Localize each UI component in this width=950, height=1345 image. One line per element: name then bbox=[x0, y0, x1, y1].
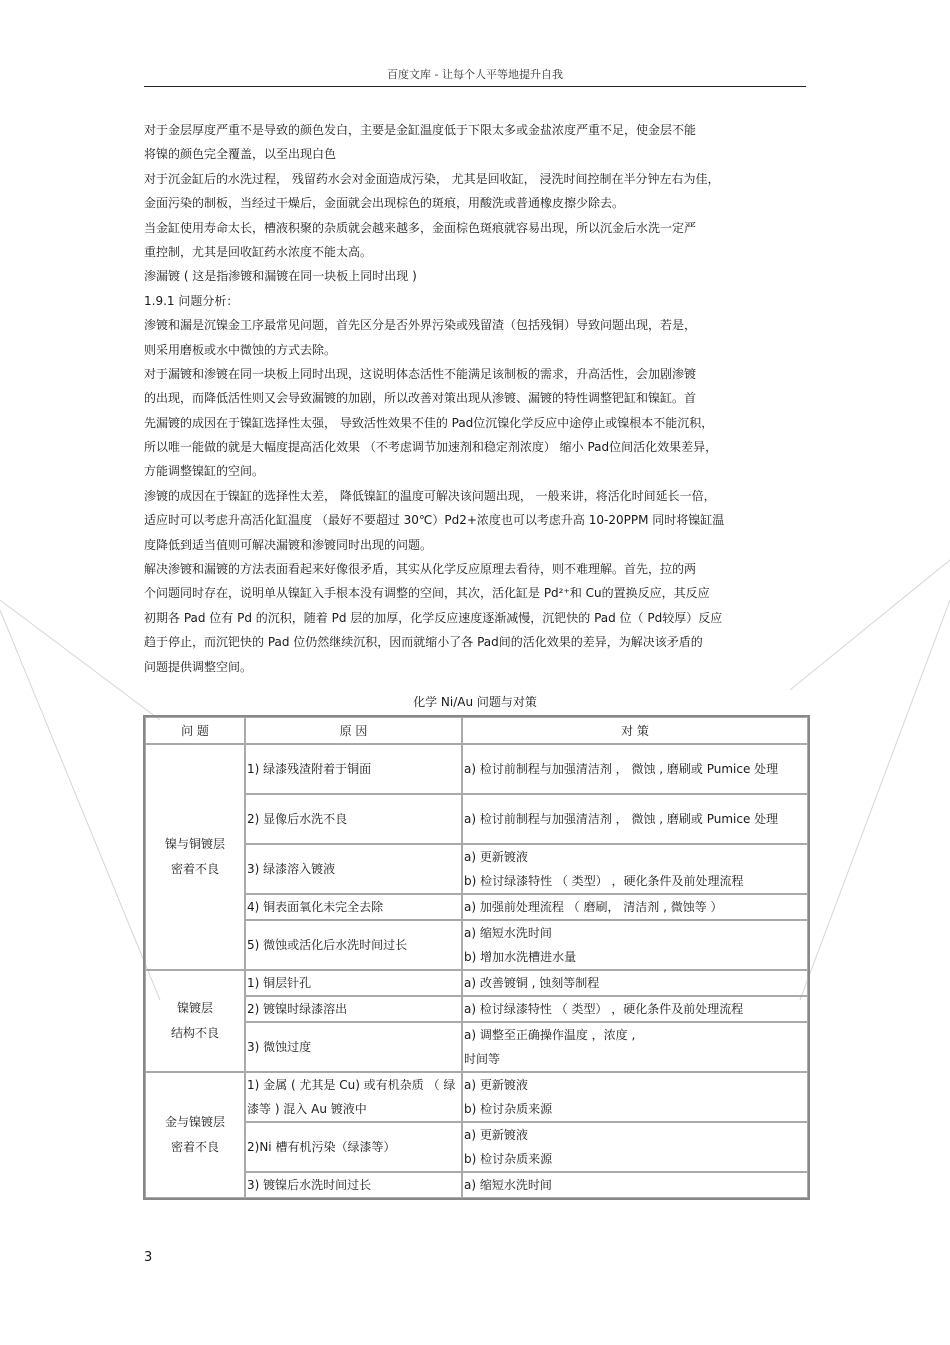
text-line: 对于沉金缸后的水洗过程， 残留药水会对金面造成污染， 尤其是回收缸， 浸洗时间控制在半分钟左右为佳， bbox=[144, 171, 720, 186]
measure-cell: a) 缩短水洗时间 b) 增加水洗槽进水量 bbox=[462, 920, 808, 970]
cause-cell: 2)Ni 槽有机污染（绿漆等） bbox=[245, 1122, 462, 1172]
text-line: 适应时可以考虑升高活化缸温度 （最好不要超过 30℃）Pd2+浓度也可以考虑升高 10-20PPM 同时将镍缸温 bbox=[144, 513, 725, 528]
text-line: 渗镀和漏是沉镍金工序最常见问题，首先区分是否外界污染或残留渣（包括残铜）导致问题出现，若是， bbox=[144, 318, 697, 333]
table-row bbox=[145, 1122, 808, 1172]
measure-cell: a) 更新镀液 b) 检讨绿漆特性 （ 类型） ，硬化条件及前处理流程 bbox=[462, 844, 808, 894]
table-caption: 化学 Ni/Au 问题与对策 bbox=[413, 695, 537, 709]
page-header: 百度文库 - 让每个人平等地提升自我 bbox=[144, 66, 806, 87]
table-row bbox=[145, 1022, 808, 1072]
cause-cell: 5) 微蚀或活化后水洗时间过长 bbox=[245, 920, 462, 970]
body-text bbox=[144, 118, 810, 679]
cause-cell: 1) 金属 ( 尤其是 Cu) 或有机杂质 （ 绿漆等 ) 混入 Au 镀液中 bbox=[245, 1072, 462, 1122]
table-header-row bbox=[145, 717, 808, 744]
text-line: 金面污染的制板，当经过干燥后，金面就会出现棕色的斑痕，用酸洗或普通橡皮擦少除去。 bbox=[144, 196, 625, 211]
cause-cell: 3) 绿漆溶入镀液 bbox=[245, 844, 462, 894]
text-line: 对于漏镀和渗镀在同一块板上同时出现，这说明体态活性不能满足该制板的需求，升高活性，会加剧渗镀 bbox=[144, 366, 697, 381]
text-line: 个问题同时存在，说明单从镍缸入手根本没有调整的空间，其次，活化缸是 Pd²⁺和 Cu的置换反应，其反应 bbox=[144, 586, 710, 601]
text-line: 渗镀的成因在于镍缸的选择性太差， 降低镍缸的温度可解决该问题出现， 一般来讲，将活化时间延长一倍， bbox=[144, 488, 716, 503]
cause-cell: 3) 微蚀过度 bbox=[245, 1022, 462, 1072]
measure-cell: a) 检讨前制程与加强清洁剂 ， 微蚀 , 磨刷或 Pumice 处理 bbox=[462, 744, 808, 794]
text-line: 问题提供调整空间。 bbox=[144, 659, 253, 674]
measure-cell: a) 检讨绿漆特性 （ 类型） ，硬化条件及前处理流程 bbox=[462, 996, 808, 1022]
measure-cell: a) 更新镀液 b) 检讨杂质来源 bbox=[462, 1122, 808, 1172]
text-line: 渗漏镀 ( 这是指渗镀和漏镀在同一块板上同时出现 ) bbox=[144, 269, 417, 284]
header-measure: 对 策 bbox=[462, 717, 808, 744]
text-line: 度降低到适当值则可解决漏镀和渗镀同时出现的问题。 bbox=[144, 537, 433, 552]
table-row bbox=[145, 996, 808, 1022]
measure-cell: a) 缩短水洗时间 bbox=[462, 1172, 808, 1198]
text-line: 趋于停止，而沉钯快的 Pad 位仍然继续沉积，因而就缩小了各 Pad间的活化效果的差异，为解决该矛盾的 bbox=[144, 635, 703, 650]
text-line: 1.9.1 问题分析： bbox=[144, 293, 239, 308]
table-row bbox=[145, 920, 808, 970]
header-cause: 原 因 bbox=[245, 717, 462, 744]
cause-cell: 2) 显像后水洗不良 bbox=[245, 794, 462, 844]
table-row bbox=[145, 1172, 808, 1198]
text-line: 解决渗镀和漏镀的方法表面看起来好像很矛盾，其实从化学反应原理去看待，则不难理解。首先，拉的两 bbox=[144, 562, 697, 577]
problem-table bbox=[143, 715, 810, 1200]
table-row bbox=[145, 744, 808, 794]
header-problem: 问 题 bbox=[145, 717, 245, 744]
measure-cell: a) 加强前处理流程 （ 磨刷， 清洁剂 , 微蚀等 ） bbox=[462, 894, 808, 920]
table-row bbox=[145, 1072, 808, 1122]
measure-cell: a) 检讨前制程与加强清洁剂 ， 微蚀 , 磨刷或 Pumice 处理 bbox=[462, 794, 808, 844]
text-line: 初期各 Pad 位有 Pd 的沉积，随着 Pd 层的加厚，化学反应速度逐渐减慢，沉钯快的 Pad 位（ Pd较厚）反应 bbox=[144, 610, 723, 625]
text-line: 对于金层厚度严重不是导致的颜色发白，主要是金缸温度低于下限太多或金盐浓度严重不足，使金层不能 bbox=[144, 123, 697, 137]
cause-cell: 1) 绿漆残渣附着于铜面 bbox=[245, 744, 462, 794]
text-line: 重控制，尤其是回收缸药水浓度不能太高。 bbox=[144, 244, 373, 259]
table-row bbox=[145, 970, 808, 996]
measure-cell: a) 改善镀铜 , 蚀刻等制程 bbox=[462, 970, 808, 996]
measure-cell: a) 更新镀液 b) 检讨杂质来源 bbox=[462, 1072, 808, 1122]
problem-cell: 镍与铜镀层 密着不良 bbox=[145, 744, 245, 970]
problem-cell: 金与镍镀层 密着不良 bbox=[145, 1072, 245, 1198]
cause-cell: 1) 铜层针孔 bbox=[245, 970, 462, 996]
table-row bbox=[145, 844, 808, 894]
page-number: 3 bbox=[144, 1250, 153, 1265]
text-line: 将镍的颜色完全覆盖，以至出现白色 bbox=[144, 147, 337, 162]
cause-cell: 3) 镀镍后水洗时间过长 bbox=[245, 1172, 462, 1198]
text-line: 的出现，而降低活性则又会导致漏镀的加剧，所以改善对策出现从渗镀、漏镀的特性调整钯缸和镍缸。首 bbox=[144, 391, 697, 406]
text-line: 所以唯一能做的就是大幅度提高活化效果 （不考虑调节加速剂和稳定剂浓度） 缩小 Pad位间活化效果差异， bbox=[144, 440, 718, 455]
problem-cell: 镍镀层 结构不良 bbox=[145, 970, 245, 1072]
text-line: 先漏镀的成因在于镍缸选择性太强， 导致活性效果不佳的 Pad位沉镍化学反应中途停止或镍根本不能沉积， bbox=[144, 415, 714, 430]
measure-cell: a) 调整至正确操作温度 ，浓度 , 时间等 bbox=[462, 1022, 808, 1072]
text-line: 当金缸使用寿命太长，槽液积聚的杂质就会越来越多，金面棕色斑痕就容易出现，所以沉金后水洗一定严 bbox=[144, 220, 697, 235]
cause-cell: 4) 铜表面氧化未完全去除 bbox=[245, 894, 462, 920]
table-row bbox=[145, 794, 808, 844]
table-row bbox=[145, 894, 808, 920]
text-line: 则采用磨板或水中微蚀的方式去除。 bbox=[144, 342, 337, 357]
text-line: 方能调整镍缸的空间。 bbox=[144, 464, 265, 479]
cause-cell: 2) 镀镍时绿漆溶出 bbox=[245, 996, 462, 1022]
